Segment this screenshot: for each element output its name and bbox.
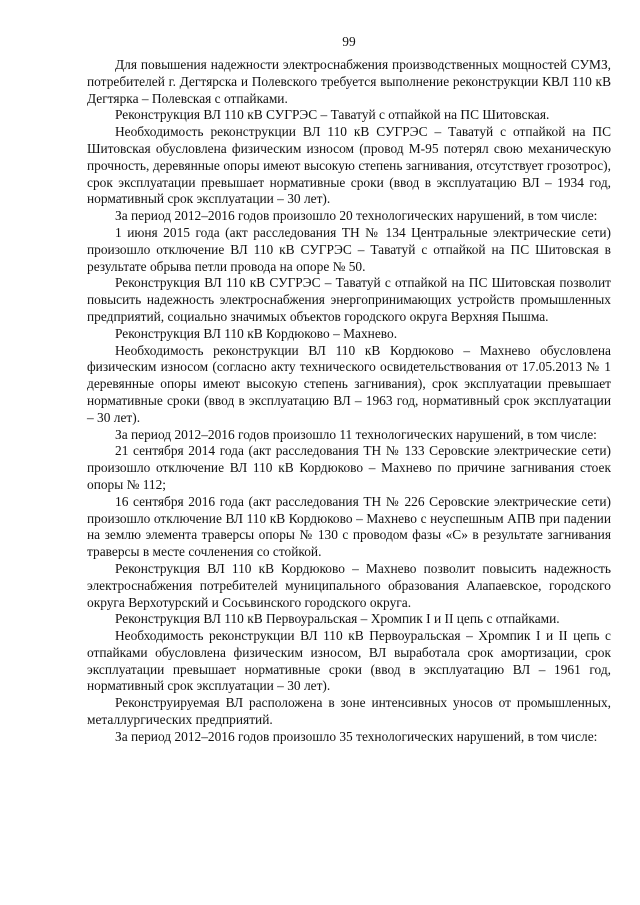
paragraph-sugres-benefit: Реконструкция ВЛ 110 кВ СУГРЭС – Таватуй с отпайкой на ПС Шитовская позволит повысить надежность электроснабжения энергопринимающих устройств промышленных предприятий, социально значимых объектов городского округа Верхняя Пышма. [87, 275, 611, 324]
paragraph-kordyukovo-necessity: Необходимость реконструкции ВЛ 110 кВ Кордюково – Махнево обусловлена физическим износом (согласно акту технического освидетельствования от 17.05.2013 № 1 деревянные опоры имеют высокую степень загнивания), срок эксплуатации превышает нормативные сроки (ввод в эксплуатацию ВЛ – 1963 год, нормативный срок эксплуатации – 30 лет). [87, 342, 611, 425]
paragraph-kordyukovo-incident-2016: 16 сентября 2016 года (акт расследования ТН № 226 Серовские электрические сети) произошло отключение ВЛ 110 кВ Кордюково – Махнево с неуспешным АПВ при падении на землю элемента траверсы опоры № 130 с проводом фазы «С» в результате загнивания траверсы в месте сочленения со стойкой. [87, 493, 611, 560]
paragraph-kordyukovo-incident-2014: 21 сентября 2014 года (акт расследования ТН № 133 Серовские электрические сети) произошло отключение ВЛ 110 кВ Кордюково – Махнево по причине загнивания стоек опоры № 112; [87, 443, 611, 492]
paragraph-heading-kordyukovo-makhnevo: Реконструкция ВЛ 110 кВ Кордюково – Махнево. [115, 325, 398, 341]
paragraph-pervouralskaya-location: Реконструируемая ВЛ расположена в зоне интенсивных уносов от промышленных, металлургических предприятий. [87, 695, 611, 728]
paragraph-pervouralskaya-incidents-count: За период 2012–2016 годов произошло 35 технологических нарушений, в том числе: [115, 728, 598, 744]
page-number: 99 [342, 34, 356, 49]
paragraph-kordyukovo-benefit: Реконструкция ВЛ 110 кВ Кордюково – Махнево позволит повысить надежность электроснабжения потребителей муниципального образования Алапаевское, городского округа Верхотурский и Сосьвинского городского округа. [87, 560, 611, 610]
document-page [87, 34, 611, 746]
paragraph-heading-pervouralskaya-khrompik: Реконструкция ВЛ 110 кВ Первоуральская – Хромпик I и II цепь с отпайками. [115, 611, 560, 627]
paragraph-reliability-sumz: Для повышения надежности электроснабжения производственных мощностей СУМЗ, потребителей г. Дегтярска и Полевского требуется выполнение реконструкции КВЛ 110 кВ Дегтярка – Полевская с отпайками. [87, 57, 611, 106]
paragraph-sugres-incident-2015: 1 июня 2015 года (акт расследования ТН № 134 Центральные электрические сети) произошло отключение ВЛ 110 кВ СУГРЭС – Таватуй с отпайкой на ПС Шитовская в результате обрыва петли провода на опоре № 50. [87, 224, 611, 274]
paragraph-sugres-incidents-count: За период 2012–2016 годов произошло 20 технологических нарушений, в том числе: [115, 208, 598, 224]
paragraph-pervouralskaya-necessity: Необходимость реконструкции ВЛ 110 кВ Первоуральская – Хромпик I и II цепь с отпайками обусловлена физическим износом, ВЛ выработала срок амортизации, срок эксплуатации превышает нормативные сроки (ввод в эксплуатацию ВЛ – 1961 год, нормативный срок эксплуатации – 30 лет). [87, 628, 611, 694]
paragraph-kordyukovo-incidents-count: За период 2012–2016 годов произошло 11 технологических нарушений, в том числе: [115, 426, 597, 442]
paragraph-sugres-necessity: Необходимость реконструкции ВЛ 110 кВ СУГРЭС – Таватуй с отпайкой на ПС Шитовская обусловлена физическим износом (провод М-95 потерял свою механическую прочность, деревянные опоры имеют высокую степень загнивания, отсутствует грозотрос), срок эксплуатации превышает нормативные сроки (ввод в эксплуатацию ВЛ – 1934 год, нормативный срок эксплуатации – 30 лет). [87, 124, 611, 207]
paragraph-heading-sugres-tavatuy: Реконструкция ВЛ 110 кВ СУГРЭС – Таватуй с отпайкой на ПС Шитовская. [115, 107, 550, 123]
